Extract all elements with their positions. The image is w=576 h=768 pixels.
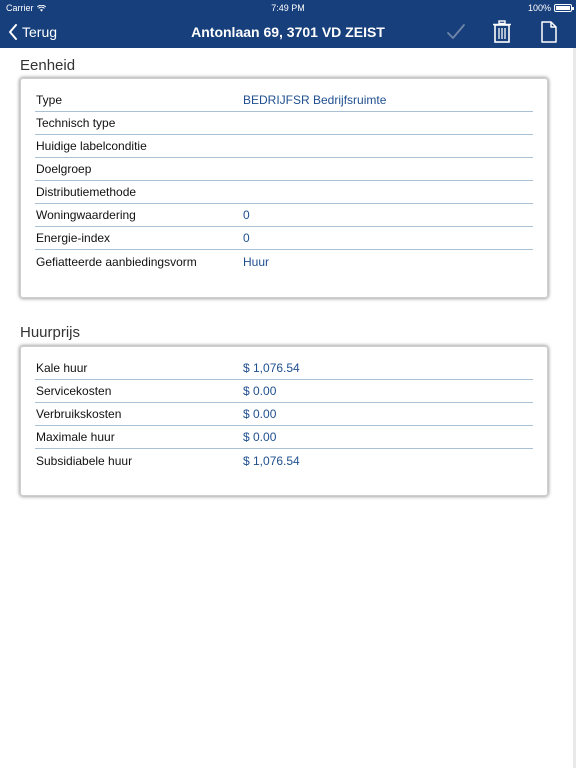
- row-label: Servicekosten: [36, 384, 112, 398]
- row-huidige-labelconditie: [35, 135, 533, 158]
- chevron-left-icon: [8, 24, 18, 40]
- row-technisch-type: [35, 112, 533, 135]
- row-value: $ 0.00: [243, 407, 277, 421]
- confirm-button[interactable]: [444, 20, 468, 44]
- battery-percentage: 100%: [527, 3, 551, 13]
- row-value: $ 1,076.54: [243, 361, 300, 375]
- row-kale-huur: [35, 357, 533, 380]
- row-value: $ 0.00: [243, 430, 277, 444]
- row-label: Woningwaardering: [36, 208, 136, 222]
- row-label: Verbruikskosten: [36, 407, 122, 421]
- delete-button[interactable]: [489, 20, 515, 44]
- page-title: Antonlaan 69, 3701 VD ZEIST: [191, 24, 385, 40]
- row-label: Subsidiabele huur: [36, 454, 133, 468]
- row-label: Maximale huur: [36, 430, 115, 444]
- row-type: [35, 89, 533, 112]
- row-gefiatteerde-aanbiedingsvorm: [35, 250, 533, 273]
- row-value: Huur: [243, 255, 270, 269]
- row-energie-index: [35, 227, 533, 250]
- document-button[interactable]: [537, 20, 561, 44]
- navigation-bar: [0, 16, 576, 48]
- carrier-label: Carrier: [6, 3, 34, 13]
- row-value: BEDRIJFSR Bedrijfsruimte: [243, 93, 387, 107]
- row-label: Technisch type: [36, 116, 116, 130]
- back-button-label: Terug: [22, 24, 58, 40]
- row-label: Energie-index: [36, 231, 111, 245]
- row-maximale-huur: [35, 426, 533, 449]
- row-value: 0: [243, 231, 250, 245]
- checkmark-icon: [446, 23, 466, 41]
- row-woningwaardering: [35, 204, 533, 227]
- row-label: Huidige labelconditie: [36, 139, 147, 153]
- row-label: Doelgroep: [36, 162, 92, 176]
- section-title-eenheid: Eenheid: [20, 57, 76, 74]
- row-label: Distributiemethode: [36, 185, 137, 199]
- eenheid-card: [20, 78, 548, 298]
- status-bar: [0, 0, 576, 16]
- section-title-huurprijs: Huurprijs: [20, 324, 81, 341]
- huurprijs-card: [20, 346, 548, 496]
- row-label: Gefiatteerde aanbiedingsvorm: [36, 255, 197, 269]
- row-value: $ 1,076.54: [243, 454, 300, 468]
- row-subsidiabele-huur: [35, 449, 533, 472]
- row-value: 0: [243, 208, 250, 222]
- back-button[interactable]: [8, 16, 57, 48]
- row-value: $ 0.00: [243, 384, 277, 398]
- row-verbruikskosten: [35, 403, 533, 426]
- row-doelgroep: [35, 158, 533, 181]
- document-icon: [540, 21, 558, 43]
- trash-icon: [492, 20, 512, 44]
- row-label: Kale huur: [36, 361, 88, 375]
- row-servicekosten: [35, 380, 533, 403]
- status-time: 7:49 PM: [271, 3, 305, 13]
- battery-icon: [554, 4, 572, 12]
- battery-indicator: [528, 3, 572, 13]
- row-distributiemethode: [35, 181, 533, 204]
- row-label: Type: [36, 93, 63, 107]
